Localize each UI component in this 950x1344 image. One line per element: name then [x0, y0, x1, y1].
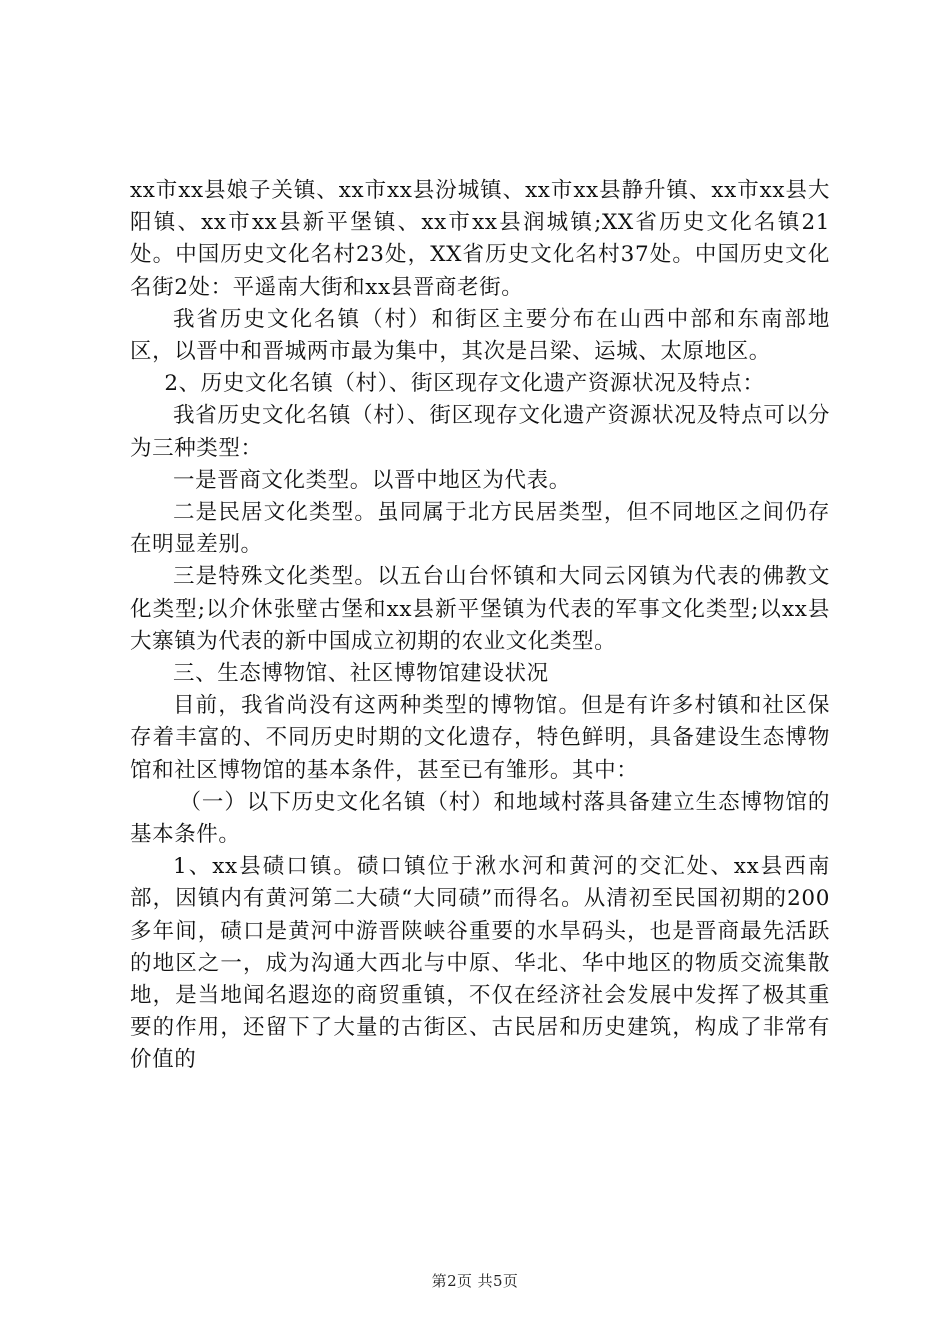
paragraph-2: 我省历史文化名镇（村）和街区主要分布在山西中部和东南部地区，以晋中和晋城两市最为集中，其次是吕梁、运城、太原地区。	[130, 306, 830, 365]
paragraph-5: 二是民居文化类型。虽同属于北方民居类型，但不同地区之间仍存在明显差别。	[130, 500, 830, 558]
section-heading-2: 2、历史文化名镇（村）、街区现存文化遗产资源状况及特点：	[164, 371, 765, 397]
paragraph-7: 目前，我省尚没有这两种类型的博物馆。但是有许多村镇和社区保存着丰富的、不同历史时期的文化遗存，特色鲜明，具备建设生态博物馆和社区博物馆的基本条件，甚至已有雏形。其中：	[130, 693, 830, 783]
page-number-footer: 第2页 共5页	[431, 1272, 519, 1290]
document-body	[130, 175, 830, 1077]
paragraph-3: 我省历史文化名镇（村）、街区现存文化遗产资源状况及特点可以分为三种类型：	[130, 403, 830, 461]
paragraph-4: 一是晋商文化类型。以晋中地区为代表。	[173, 467, 571, 493]
paragraph-1: xx市xx县娘子关镇、xx市xx县汾城镇、xx市xx县静升镇、xx市xx县大阳镇、xx市xx县新平堡镇、xx市xx县润城镇;XX省历史文化名镇21处。中国历史文化名村23处，XX省历史文化名村37处。中国历史文化名街2处：平遥南大街和xx县晋商老街。	[130, 178, 830, 300]
section-heading-3: 三、生态博物馆、社区博物馆建设状况	[173, 661, 549, 687]
paragraph-6: 三是特殊文化类型。以五台山台怀镇和大同云冈镇为代表的佛教文化类型;以介休张壁古堡和xx县新平堡镇为代表的军事文化类型;以xx县大寨镇为代表的新中国成立初期的农业文化类型。	[130, 564, 830, 654]
subsection-heading-1: （一）以下历史文化名镇（村）和地域村落具备建立生态博物馆的基本条件。	[130, 789, 830, 848]
paragraph-8: 1、xx县碛口镇。碛口镇位于湫水河和黄河的交汇处、xx县西南部，因镇内有黄河第二大碛“大同碛”而得名。从清初至民国初期的200多年间，碛口是黄河中游晋陕峡谷重要的水旱码头，也是晋商最先活跃的地区之一，成为沟通大西北与中原、华北、华中地区的物质交流集散地，是当地闻名遐迩的商贸重镇，不仅在经济社会发展中发挥了极其重要的作用，还留下了大量的古街区、古民居和历史建筑，构成了非常有价值的	[130, 854, 830, 1073]
